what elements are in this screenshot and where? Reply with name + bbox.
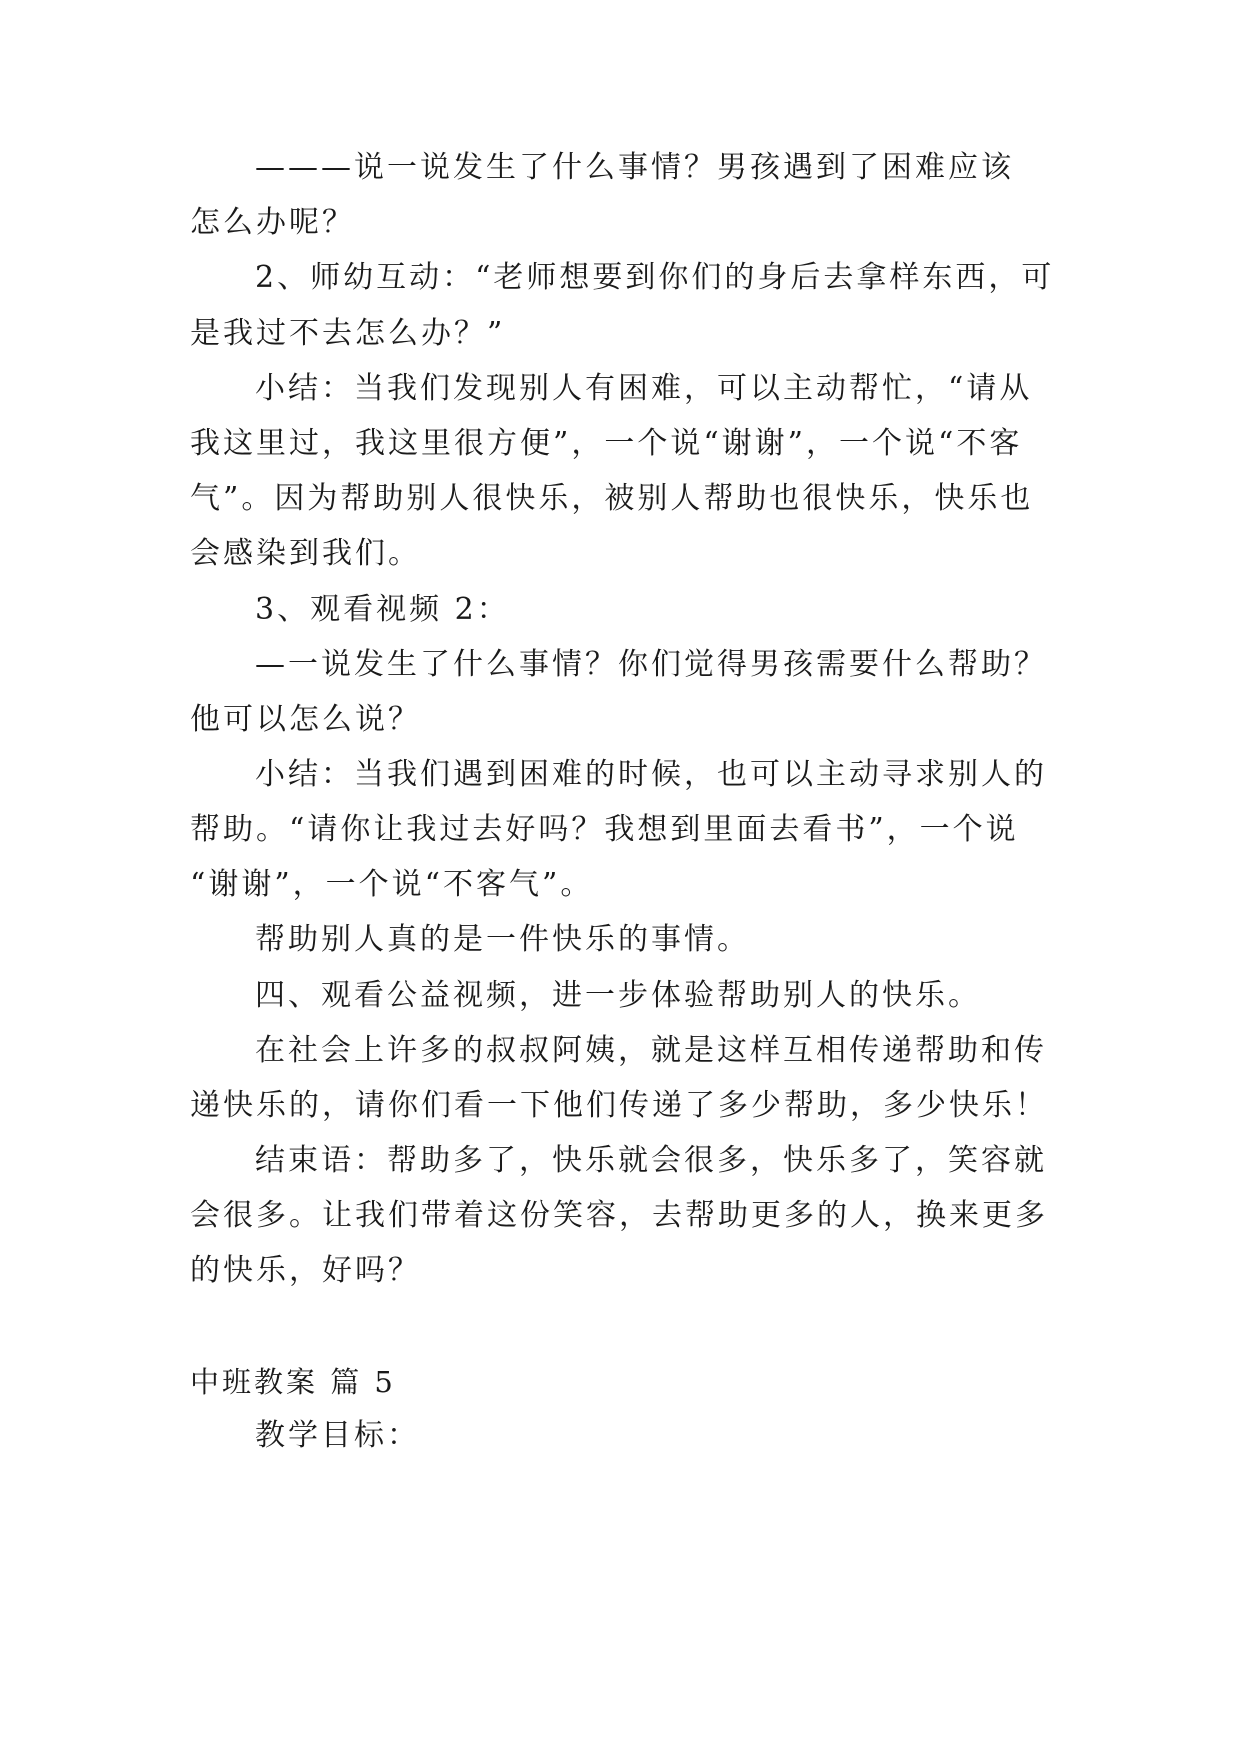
paragraph-line: 小结：当我们发现别人有困难，可以主动帮忙，“请从: [255, 371, 1033, 406]
paragraph-line: “谢谢”，一个说“不客气”。: [190, 867, 594, 902]
paragraph-line: 小结：当我们遇到困难的时候，也可以主动寻求别人的: [255, 757, 1047, 792]
paragraph-line: 2、师幼互动：“老师想要到你们的身后去拿样东西，可: [255, 260, 1055, 295]
paragraph-line: ———说一说发生了什么事情？男孩遇到了困难应该: [255, 150, 1014, 185]
paragraph-line: 3、观看视频 2：: [255, 592, 510, 627]
paragraph-line: 会感染到我们。: [190, 536, 421, 571]
paragraph-line: 帮助。“请你让我过去好吗？我想到里面去看书”，一个说: [190, 812, 1019, 847]
section-heading: 中班教案 篇 5: [190, 1365, 396, 1399]
paragraph-line: 递快乐的，请你们看一下他们传递了多少帮助，多少快乐！: [190, 1088, 1048, 1123]
paragraph-line: 的快乐，好吗？: [190, 1253, 421, 1288]
paragraph-line: 四、观看公益视频，进一步体验帮助别人的快乐。: [255, 978, 981, 1013]
paragraph-line: —一说发生了什么事情？你们觉得男孩需要什么帮助？: [255, 647, 1047, 682]
paragraph-line: 是我过不去怎么办？”: [190, 316, 506, 351]
paragraph-line: 怎么办呢？: [190, 205, 355, 240]
paragraph-line: 教学目标：: [255, 1418, 420, 1453]
paragraph-line: 帮助别人真的是一件快乐的事情。: [255, 922, 750, 957]
paragraph-line: 我这里过，我这里很方便”，一个说“谢谢”，一个说“不客: [190, 426, 1023, 461]
paragraph-line: 气”。因为帮助别人很快乐，被别人帮助也很快乐，快乐也: [190, 481, 1034, 516]
paragraph-line: 在社会上许多的叔叔阿姨，就是这样互相传递帮助和传: [255, 1033, 1047, 1068]
paragraph-line: 他可以怎么说？: [190, 702, 421, 737]
paragraph-line: 结束语：帮助多了，快乐就会很多，快乐多了，笑容就: [255, 1143, 1047, 1178]
paragraph-line: 会很多。让我们带着这份笑容，去帮助更多的人，换来更多: [190, 1198, 1048, 1233]
